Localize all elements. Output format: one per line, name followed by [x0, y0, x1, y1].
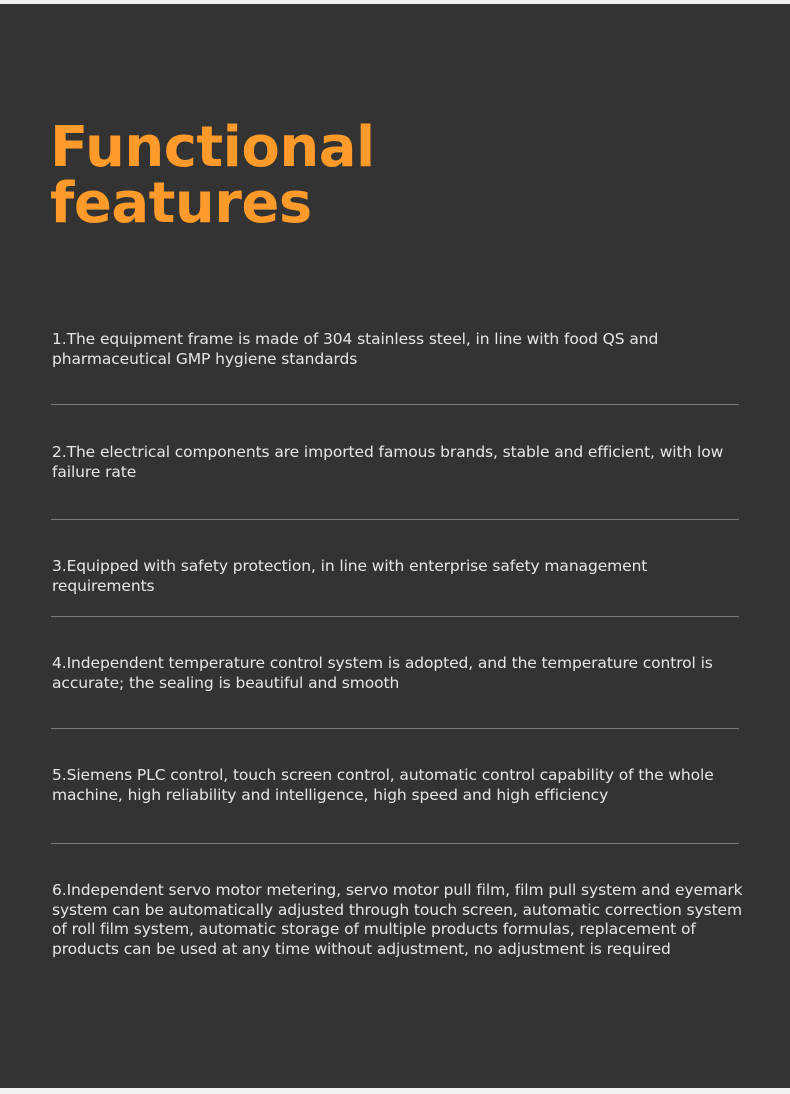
- feature-divider-5: [51, 843, 739, 844]
- feature-divider-1: [51, 404, 739, 405]
- feature-item-6: 6.Independent servo motor metering, servo motor pull film, film pull system and eyemark system can be automatically adjusted through touch screen, automatic correction system of roll film system, automatic storage of multiple products formulas, replacement of products can be used at any time without adjustment, no adjustment is required: [52, 881, 743, 958]
- features-panel: [0, 4, 790, 1088]
- feature-item-3: 3.Equipped with safety protection, in line with enterprise safety management requirements: [52, 557, 648, 595]
- feature-divider-2: [51, 519, 739, 520]
- section-title: Functional features: [50, 115, 375, 236]
- feature-divider-3: [51, 616, 739, 617]
- feature-divider-4: [51, 728, 739, 729]
- feature-item-4: 4.Independent temperature control system is adopted, and the temperature control is accurate; the sealing is beautiful and smooth: [52, 654, 713, 692]
- feature-item-1: 1.The equipment frame is made of 304 stainless steel, in line with food QS and pharmaceutical GMP hygiene standards: [52, 330, 659, 368]
- feature-item-5: 5.Siemens PLC control, touch screen control, automatic control capability of the whole machine, high reliability and intelligence, high speed and high efficiency: [52, 766, 714, 804]
- feature-item-2: 2.The electrical components are imported famous brands, stable and efficient, with low failure rate: [52, 443, 724, 481]
